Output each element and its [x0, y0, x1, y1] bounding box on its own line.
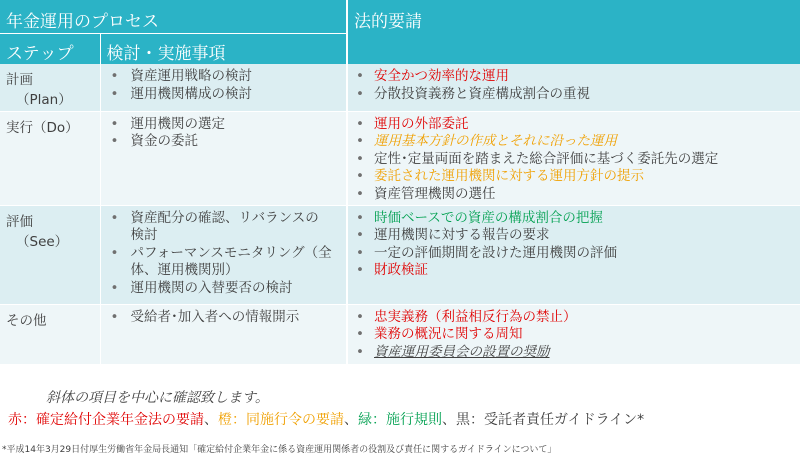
bullet-icon: •: [356, 168, 364, 184]
list-item: • 一定の評価期間を設けた運用機関の評価: [356, 244, 617, 261]
list-item: • 資金の委託: [110, 133, 198, 149]
bullet-icon: •: [356, 133, 364, 149]
list-item: • 分散投資義務と資産構成割合の重視: [356, 85, 590, 102]
step-sublabel: （See）: [16, 233, 69, 250]
step-label: 実行（Do）: [6, 119, 79, 136]
list-item: • 受給者･加入者への情報開示: [110, 308, 300, 325]
bullet-icon: •: [356, 326, 364, 342]
step-label: その他: [6, 312, 47, 329]
list-item: • 定性･定量両面を踏まえた総合評価に基づく委託先の選定: [356, 150, 719, 167]
items-cell: [100, 111, 347, 205]
items-cell: [100, 304, 347, 364]
list-item: • 資産運用戦略の検討: [110, 68, 252, 84]
list-item: • 忠実義務（利益相反行為の禁止）: [356, 308, 577, 325]
bullet-icon: •: [356, 244, 364, 261]
bullet-icon: •: [110, 115, 119, 132]
items-cell: [100, 64, 347, 111]
list-item: • 業務の概況に関する周知: [356, 326, 523, 342]
list-item: • 運用機関に対する報告の要求: [356, 227, 550, 243]
header-left-title-cell: [0, 0, 347, 34]
bullet-icon: •: [356, 68, 364, 84]
step-cell: [0, 304, 100, 364]
col-items-label: 検討・実施事項: [106, 44, 226, 64]
row-other: [0, 304, 800, 364]
list-item: • 資産管理機関の選任: [356, 185, 496, 202]
bullet-icon: •: [356, 262, 364, 278]
list-item: • 運用機関の入替要否の検討: [110, 279, 293, 296]
bullet-icon: •: [356, 150, 364, 167]
list-item: • 運用機関の選定: [110, 115, 225, 132]
legend-red: 赤：確定給付企業年金法の要請: [8, 412, 204, 428]
bullet-icon: •: [356, 185, 364, 202]
bullet-icon: •: [110, 308, 119, 325]
bullet-icon: •: [356, 209, 364, 226]
list-item-continued: 検討: [130, 227, 158, 243]
list-item: • 委託された運用機関に対する運用方針の提示: [356, 168, 644, 184]
color-legend: [8, 409, 644, 429]
list-item: • 運用機関構成の検討: [110, 85, 252, 102]
legend-green: 緑：施行規則: [358, 412, 442, 428]
italic-note: 斜体の項目を中心に確認致します。: [46, 390, 269, 406]
step-cell: [0, 111, 100, 205]
list-item: • 安全かつ効率的な運用: [356, 68, 509, 84]
bullet-icon: •: [110, 244, 119, 261]
reqs-cell: [347, 304, 800, 364]
reqs-cell: [347, 111, 800, 205]
step-label: 評価: [6, 213, 33, 230]
bullet-icon: •: [356, 343, 364, 360]
reqs-cell: [347, 64, 800, 111]
footnote: *平成14年3月29日付厚生労働省年金局長通知「確定給付企業年金に係る資産運用関係者の役割及び責任に関するガイドラインについて」: [2, 445, 557, 455]
legend-orange: 橙：同施行令の要請: [218, 412, 344, 428]
header-right-title-cell: [347, 0, 800, 64]
col-step-header: [0, 34, 100, 65]
bullet-icon: •: [356, 115, 364, 132]
step-cell: [0, 64, 100, 111]
row-see: [0, 205, 800, 304]
step-label: 計画: [6, 72, 33, 88]
bullet-icon: •: [110, 279, 119, 296]
legend-separator: 、: [344, 412, 358, 428]
bullet-icon: •: [110, 68, 119, 84]
header-right-title: 法的要請: [354, 12, 422, 32]
col-items-header: [100, 34, 347, 65]
list-item-continued: 体、運用機関別）: [130, 262, 239, 278]
bullet-icon: •: [110, 209, 119, 226]
header-left-title: 年金運用のプロセス: [6, 12, 159, 32]
col-step-label: ステップ: [6, 44, 74, 64]
row-do: [0, 111, 800, 205]
list-item: • パフォーマンスモニタリング（全: [110, 244, 332, 261]
bullet-icon: •: [356, 227, 364, 243]
legend-separator: 、: [204, 412, 218, 428]
list-item: • 運用基本方針の作成とそれに沿った運用: [356, 133, 617, 149]
items-cell: [100, 205, 347, 304]
legend-separator: 、: [442, 412, 456, 428]
reqs-cell: [347, 205, 800, 304]
legend-black: 黒：受託者責任ガイドライン*: [456, 412, 645, 428]
step-cell: [0, 205, 100, 304]
row-plan: [0, 64, 800, 111]
list-item: • 財政検証: [356, 262, 428, 278]
bullet-icon: •: [356, 308, 364, 325]
list-item: • 資産配分の確認、リバランスの: [110, 209, 319, 226]
bullet-icon: •: [110, 133, 119, 149]
list-item: • 時価ベースでの資産の構成割合の把握: [356, 209, 603, 226]
step-sublabel: （Plan）: [16, 92, 72, 108]
bullet-icon: •: [356, 85, 364, 102]
bullet-icon: •: [110, 85, 119, 102]
list-item: • 資産運用委員会の設置の奨励: [356, 343, 550, 360]
list-item: • 運用の外部委託: [356, 115, 469, 132]
